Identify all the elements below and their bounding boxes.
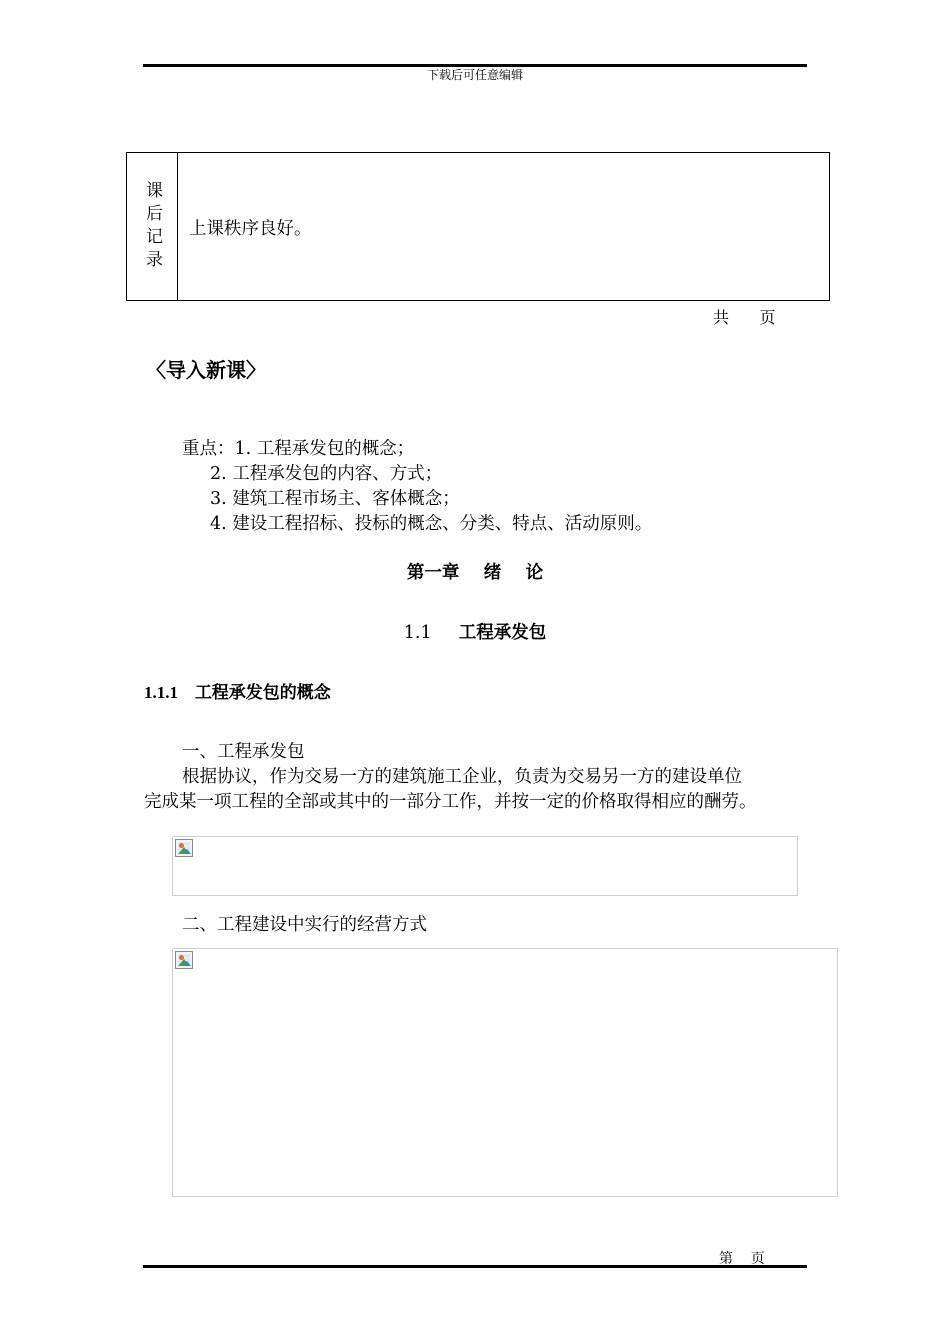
record-label: 课后记录 (142, 180, 162, 273)
item1-heading: 一、工程承发包 (182, 742, 305, 762)
subsection-title: 工程承发包的概念 (194, 683, 331, 703)
header-text: 下载后可任意编辑 (426, 68, 523, 82)
section-title: 工程承发包 (458, 623, 547, 643)
broken-image-1 (172, 836, 798, 896)
page-count-text: 共 页 (713, 308, 776, 327)
key-point-2: 2. 工程承发包的内容、方式； (210, 464, 443, 484)
broken-image-icon (175, 839, 193, 857)
broken-image-2 (172, 948, 838, 1197)
intro-heading: 〈导入新课〉 (146, 358, 266, 382)
section-number: 1.1 (403, 623, 432, 643)
footer-page-number: 第 页 (719, 1251, 765, 1267)
chapter-title: 第一章 绪 论 (406, 563, 544, 583)
record-label-cell (127, 153, 178, 300)
item1-paragraph-line1: 根据协议，作为交易一方的建筑施工企业，负责为交易另一方的建设单位 (182, 767, 742, 787)
after-class-record-table (126, 152, 830, 301)
key-point-4: 4. 建设工程招标、投标的概念、分类、特点、活动原则。 (210, 514, 653, 534)
subsection-number: 1.1.1 (144, 683, 178, 702)
record-content: 上课秩序良好。 (189, 219, 312, 239)
item1-paragraph-line2: 完成某一项工程的全部或其中的一部分工作，并按一定的价格取得相应的酬劳。 (144, 792, 757, 812)
broken-image-icon (175, 951, 193, 969)
item2-heading: 二、工程建设中实行的经营方式 (182, 915, 427, 935)
footer-rule (143, 1265, 807, 1268)
section-heading (0, 619, 950, 644)
key-point-1: 重点：1. 工程承发包的概念； (182, 439, 415, 459)
subsection-heading (144, 678, 331, 703)
key-point-3: 3. 建筑工程市场主、客体概念； (210, 489, 460, 509)
